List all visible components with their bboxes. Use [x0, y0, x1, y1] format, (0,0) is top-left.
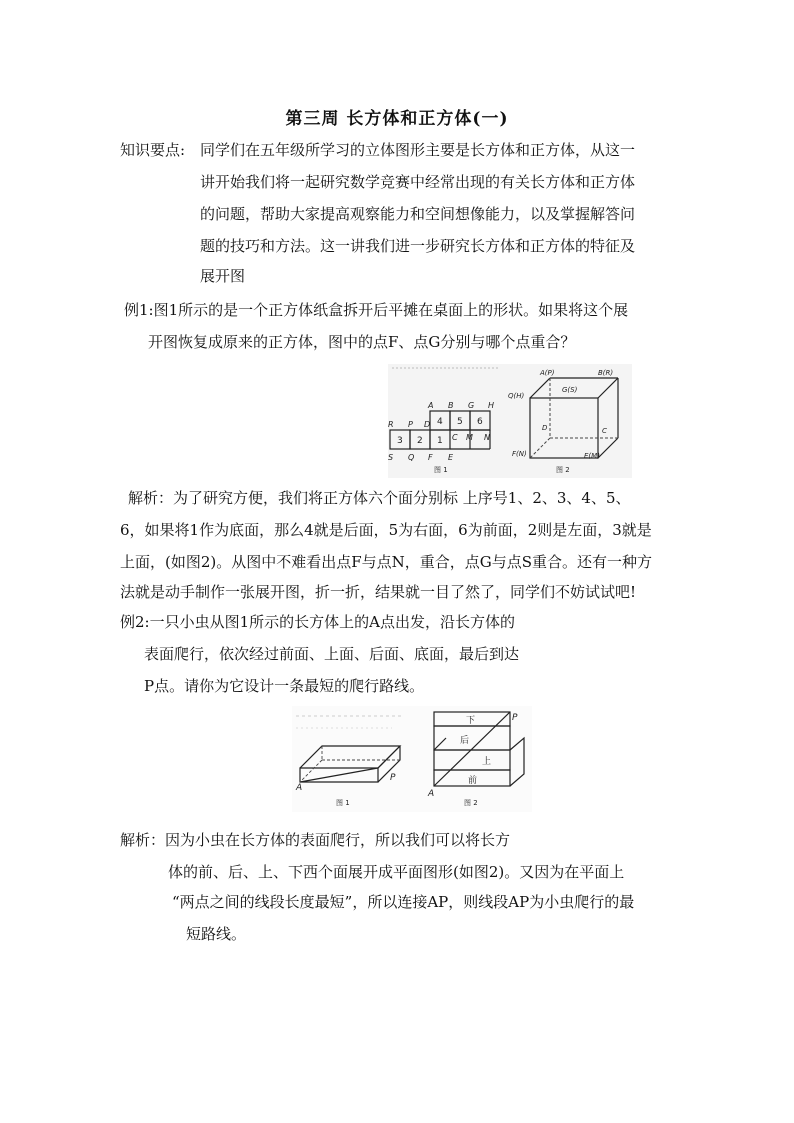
figure-caption: 图 1 — [434, 466, 448, 474]
cube-label: C — [602, 427, 607, 435]
face-label: 前 — [468, 776, 478, 786]
solution1-line: 解析：为了研究方便，我们将正方体六个面分别标 上序号1、2、3、4、5、 — [128, 489, 631, 507]
net-label: G — [468, 401, 475, 410]
cube-label: B(R) — [598, 369, 614, 377]
net-label: F — [428, 453, 433, 462]
knowledge-line: 题的技巧和方法。这一讲我们进一步研究长方体和正方体的特征及 — [200, 237, 636, 255]
face-number: 4 — [437, 417, 443, 427]
cube-label: G(S) — [562, 386, 578, 394]
face-number: 1 — [437, 436, 443, 446]
example2-line: 例2:一只小虫从图1所示的长方体上的A点出发，沿长方体的 — [120, 613, 515, 631]
cube-label: Q(H) — [508, 392, 525, 400]
box-path-figure — [292, 706, 532, 812]
net-label: Q — [408, 453, 415, 462]
solution2-line: 解析：因为小虫在长方体的表面爬行，所以我们可以将长方 — [120, 831, 511, 849]
cube-label: A(P) — [540, 369, 555, 377]
face-number: 3 — [397, 436, 403, 446]
solution2-line: “两点之间的线段长度最短”，所以连接AP，则线段AP为小虫爬行的最 — [172, 893, 635, 911]
cube-label: D — [542, 424, 548, 432]
solution1-line: 法就是动手制作一张展开图，折一折，结果就一目了然了，同学们不妨试试吧! — [120, 583, 637, 601]
cube-label: F(N) — [512, 450, 527, 458]
net-label: S — [388, 453, 394, 462]
figure-caption: 图 1 — [336, 799, 350, 807]
net-label: M — [466, 433, 473, 442]
net-label: P — [408, 420, 413, 429]
point-a-label: A — [296, 783, 303, 793]
example2-line: P点。请你为它设计一条最短的爬行路线。 — [144, 677, 425, 695]
knowledge-line: 的问题，帮助大家提高观察能力和空间想像能力，以及掌握解答问 — [200, 205, 636, 223]
solution2-line: 体的前、后、上、下西个面展开成平面图形(如图2)。又因为在平面上 — [168, 863, 625, 881]
net-label: H — [488, 401, 495, 410]
net-label: B — [448, 401, 454, 410]
cube-label: E(M) — [584, 452, 600, 460]
figure-caption: 图 2 — [464, 799, 478, 807]
cube-net-figure — [388, 364, 632, 478]
example1-line: 开图恢复成原来的正方体，图中的点F、点G分别与哪个点重合？ — [148, 333, 576, 351]
figure-caption: 图 2 — [556, 466, 570, 474]
net-label: D — [424, 420, 431, 429]
face-label: 下 — [466, 716, 476, 726]
net-label: C — [452, 433, 458, 442]
net-label: E — [448, 453, 454, 462]
knowledge-line: 讲开始我们将一起研究数学竞赛中经常出现的有关长方体和正方体 — [200, 173, 636, 191]
knowledge-line: 同学们在五年级所学习的立体图形主要是长方体和正方体，从这一 — [200, 141, 636, 159]
knowledge-line: 展开图 — [200, 267, 246, 285]
point-p-label: P — [512, 713, 518, 723]
point-p-label: P — [390, 773, 396, 783]
face-number: 6 — [477, 417, 483, 427]
face-number: 5 — [457, 417, 463, 427]
solution1-line: 6，如果将1作为底面，那么4就是后面，5为右面，6为前面，2则是左面，3就是 — [120, 521, 652, 539]
knowledge-label: 知识要点: — [120, 141, 186, 159]
page-title: 第三周 长方体和正方体(一) — [285, 109, 509, 129]
face-number: 2 — [417, 436, 423, 446]
net-label: A — [428, 401, 434, 410]
face-label: 后 — [460, 736, 470, 746]
face-label: 上 — [482, 757, 492, 767]
net-label: R — [388, 420, 394, 429]
solution1-line: 上面，(如图2)。从图中不难看出点F与点N，重合，点G与点S重合。还有一种方 — [120, 553, 653, 571]
solution2-line: 短路线。 — [186, 925, 247, 943]
example2-line: 表面爬行，依次经过前面、上面、后面、底面，最后到达 — [144, 645, 520, 663]
example1-line: 例1:图1所示的是一个正方体纸盒拆开后平摊在桌面上的形状。如果将这个展 — [124, 301, 629, 319]
net-label: N — [484, 433, 490, 442]
point-a-label: A — [428, 789, 435, 799]
